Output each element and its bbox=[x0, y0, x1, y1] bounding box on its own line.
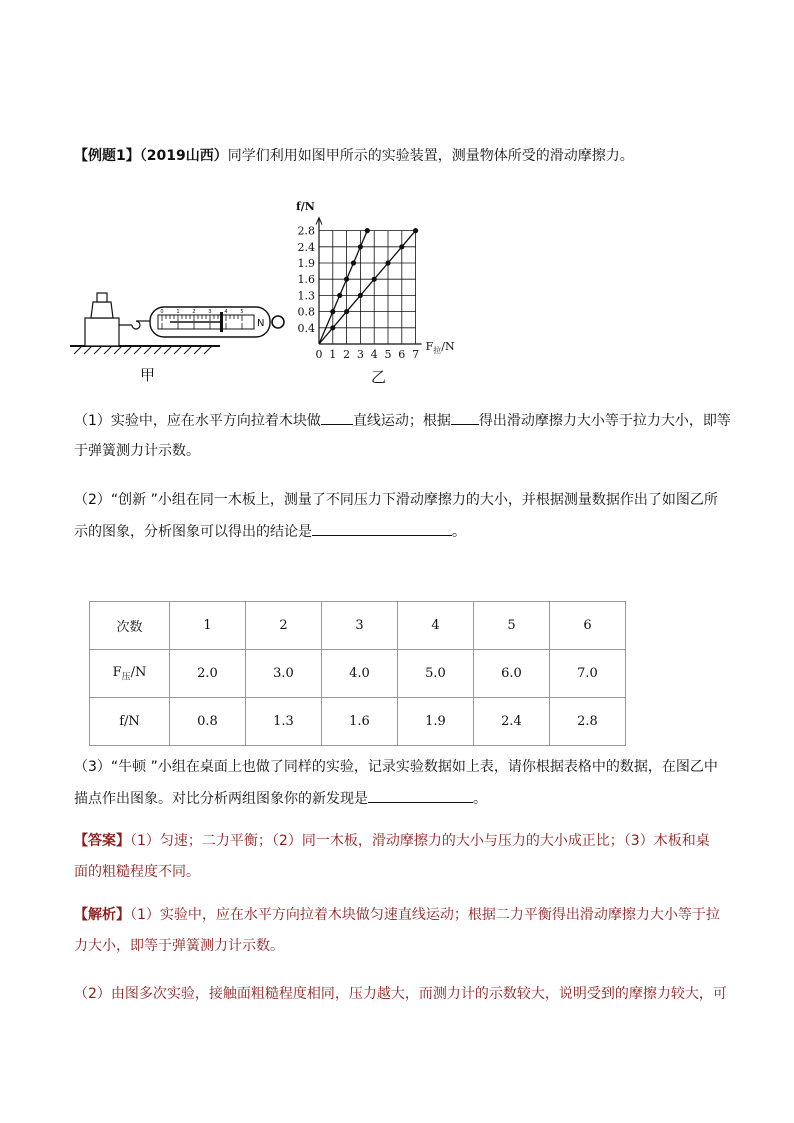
table-cell: 3 bbox=[322, 602, 398, 650]
table-cell: 5 bbox=[474, 602, 550, 650]
part2-line2 bbox=[74, 521, 466, 542]
table-cell: 0.8 bbox=[170, 698, 246, 746]
table-cell: 2.4 bbox=[474, 698, 550, 746]
figure-b-caption: 乙 bbox=[371, 368, 387, 386]
part3-line1: （3）“牛顿 ”小组在桌面上也做了同样的实验，记录实验数据如上表，请你根据表格中的数据，在图乙中 bbox=[74, 759, 718, 775]
answer-blank[interactable] bbox=[312, 521, 452, 536]
scale-number: 0 bbox=[160, 309, 164, 315]
analysis-tag: 【解析】 bbox=[74, 907, 130, 923]
part1-text-a: （1）实验中，应在水平方向拉着木块做 bbox=[74, 413, 321, 429]
y-tick-label: 1.9 bbox=[297, 257, 315, 270]
scale-unit: N bbox=[257, 318, 265, 329]
weight bbox=[91, 302, 113, 318]
part2-text-b: 示的图象，分析图象可以得出的结论是 bbox=[74, 524, 312, 540]
question-stem bbox=[74, 146, 634, 166]
scale-number: 1 bbox=[176, 309, 180, 315]
ground-hatch bbox=[74, 346, 212, 354]
scale-number: 3 bbox=[208, 309, 212, 315]
x-tick-label: 3 bbox=[356, 348, 364, 361]
scale-number: 2 bbox=[192, 309, 196, 315]
table-cell: 1.9 bbox=[398, 698, 474, 746]
part1-text-c: 得出滑动摩擦力大小等于拉力大小，即等 bbox=[478, 413, 731, 429]
table-header-label: 次数 bbox=[90, 602, 170, 650]
data-point bbox=[337, 293, 342, 298]
x-tick-label: 6 bbox=[398, 348, 406, 361]
y-tick-label: 1.6 bbox=[297, 273, 315, 287]
table-cell: 6 bbox=[550, 602, 626, 650]
data-point bbox=[330, 309, 335, 314]
analysis-line1 bbox=[74, 905, 720, 925]
table-cell: 2 bbox=[246, 602, 322, 650]
question-source: （2019山西） bbox=[139, 148, 228, 164]
data-point bbox=[351, 260, 356, 265]
y-tick-label: 0.4 bbox=[297, 321, 315, 335]
y-tick-label: 1.3 bbox=[297, 289, 315, 303]
data-point bbox=[385, 260, 390, 265]
pull-ring bbox=[272, 316, 284, 328]
table-row bbox=[90, 698, 626, 746]
part1-text-d: 于弹簧测力计示数。 bbox=[74, 443, 200, 459]
x-tick-label: 4 bbox=[370, 348, 378, 361]
table-row-label: f/N bbox=[90, 698, 170, 746]
part1-line1 bbox=[74, 410, 731, 431]
apparatus-figure bbox=[70, 280, 290, 360]
data-point bbox=[330, 325, 335, 330]
answer-tag: 【答案】 bbox=[74, 833, 130, 849]
question-stem-text: 同学们利用如图甲所示的实验装置，测量物体所受的滑动摩擦力。 bbox=[227, 148, 634, 164]
wood-block bbox=[85, 318, 119, 346]
scale-number: 4 bbox=[224, 309, 228, 315]
part1-text-b: 直线运动；根据 bbox=[352, 413, 451, 429]
figure-a-caption: 甲 bbox=[140, 366, 156, 384]
table-row bbox=[90, 602, 626, 650]
table-cell: 7.0 bbox=[550, 650, 626, 698]
scale-pointer bbox=[220, 312, 223, 332]
table-cell: 3.0 bbox=[246, 650, 322, 698]
analysis-line3: （2）由图多次实验，接触面粗糙程度相同，压力越大，而测力计的示数较大，说明受到的摩擦力较大，可 bbox=[74, 986, 727, 1002]
x-tick-label: 7 bbox=[412, 348, 420, 361]
answer-text-1: （1）匀速；二力平衡；（2）同一木板，滑动摩擦力的大小与压力的大小成正比；（3）木板和桌 bbox=[130, 833, 710, 849]
table-cell: 1.6 bbox=[322, 698, 398, 746]
table-cell: 1 bbox=[170, 602, 246, 650]
y-tick-label: 2.4 bbox=[297, 240, 315, 254]
friction-graph bbox=[290, 193, 490, 363]
table-cell: 4.0 bbox=[322, 650, 398, 698]
scale-number: 5 bbox=[240, 309, 244, 315]
data-point bbox=[399, 244, 404, 249]
data-point bbox=[372, 277, 377, 282]
hook bbox=[119, 321, 140, 329]
table-cell: 5.0 bbox=[398, 650, 474, 698]
table-cell: 2.0 bbox=[170, 650, 246, 698]
data-table bbox=[89, 601, 626, 746]
part2-end: 。 bbox=[452, 524, 466, 540]
question-tag: 【例题1】 bbox=[74, 148, 140, 164]
part3-line2 bbox=[74, 788, 487, 809]
answer-blank[interactable] bbox=[321, 410, 353, 425]
x-tick-label: 1 bbox=[329, 348, 337, 361]
part3-text-b: 描点作出图象。对比分析两组图象你的新发现是 bbox=[74, 791, 368, 807]
table-cell: 6.0 bbox=[474, 650, 550, 698]
y-axis-label: f/N bbox=[296, 200, 315, 213]
table-row bbox=[90, 650, 626, 698]
data-point bbox=[365, 228, 370, 233]
answer-blank[interactable] bbox=[451, 410, 479, 425]
x-tick-label: 2 bbox=[343, 348, 351, 361]
answer-line2: 面的粗糙程度不同。 bbox=[74, 864, 200, 880]
answer-line1 bbox=[74, 831, 710, 851]
data-point bbox=[413, 228, 418, 233]
table-cell: 4 bbox=[398, 602, 474, 650]
table-cell: 1.3 bbox=[246, 698, 322, 746]
data-point bbox=[344, 277, 349, 282]
analysis-text-1: （1）实验中，应在水平方向拉着木块做匀速直线运动；根据二力平衡得出滑动摩擦力大小等于拉 bbox=[130, 907, 720, 923]
x-tick-label: 5 bbox=[384, 348, 392, 361]
part3-end: 。 bbox=[473, 791, 487, 807]
x-tick-label: 0 bbox=[315, 348, 323, 361]
y-tick-label: 0.8 bbox=[297, 305, 315, 319]
x-axis-label: $F_拉/N$ bbox=[425, 340, 455, 355]
y-tick-label: 2.8 bbox=[297, 224, 315, 238]
data-point bbox=[358, 293, 363, 298]
table-row-label: $F_压/N$ bbox=[90, 650, 170, 698]
data-point bbox=[358, 244, 363, 249]
table-cell: 2.8 bbox=[550, 698, 626, 746]
analysis-line2: 力大小，即等于弹簧测力计示数。 bbox=[74, 938, 284, 954]
answer-blank[interactable] bbox=[368, 788, 473, 803]
part2-line1: （2）“创新 ”小组在同一木板上，测量了不同压力下滑动摩擦力的大小，并根据测量数据作出了如图乙所 bbox=[74, 492, 718, 508]
data-point bbox=[344, 309, 349, 314]
